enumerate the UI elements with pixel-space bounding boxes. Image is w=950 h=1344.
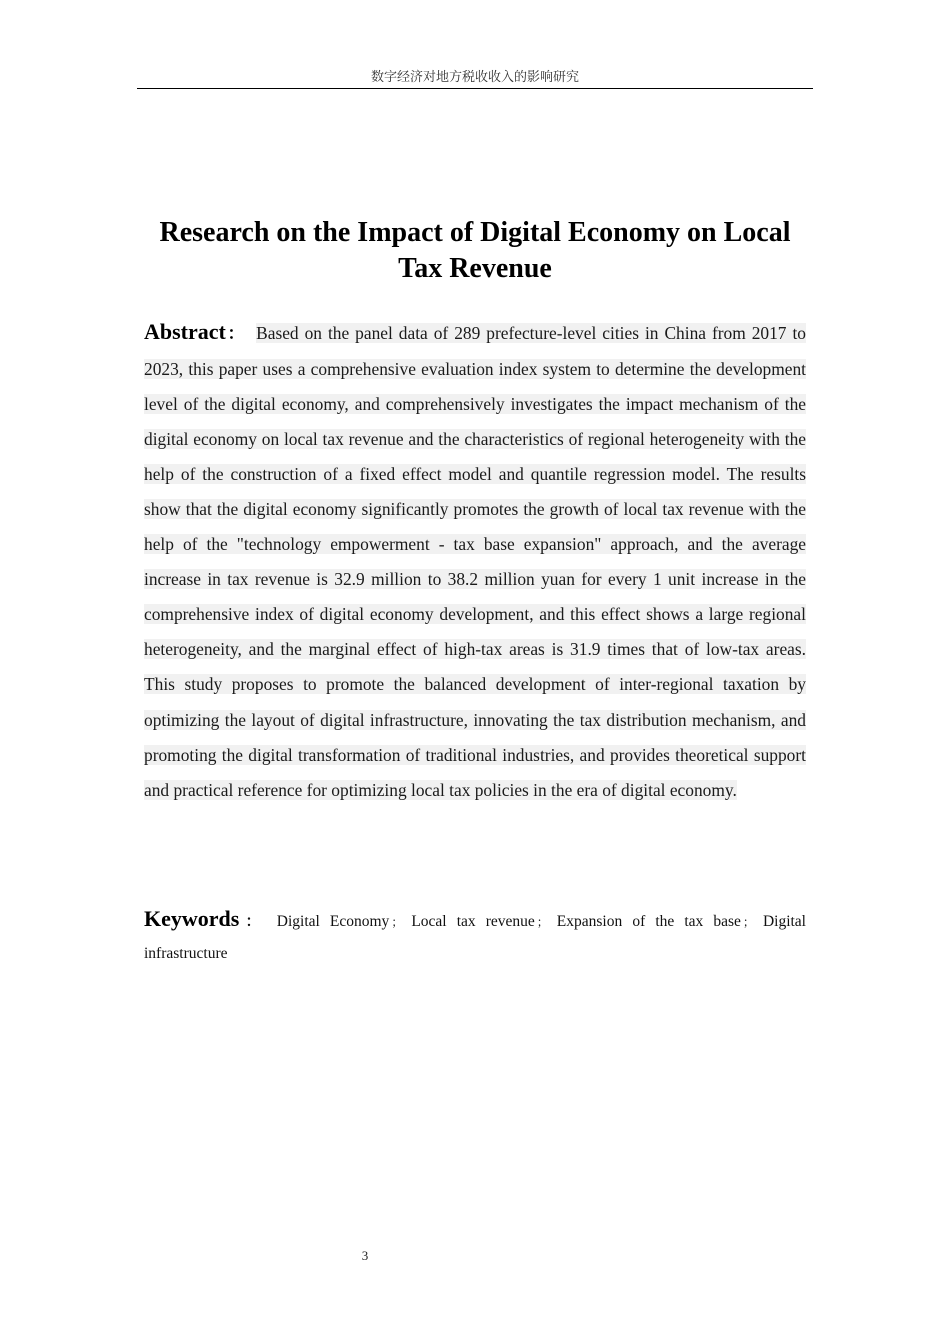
keywords-label: Keywords [144, 906, 240, 931]
running-header [137, 70, 813, 89]
keywords-section [144, 903, 806, 970]
keyword-separator: ； [536, 915, 549, 929]
paper-title: Research on the Impact of Digital Economy on Local Tax Revenue [159, 217, 791, 284]
running-header-title: 数字经济对地方税收收入的影响研究 [370, 70, 579, 85]
abstract-colon: ： [225, 324, 247, 344]
abstract-label: Abstract [144, 319, 226, 344]
page-number: 3 [361, 1248, 369, 1263]
keyword-separator: ； [742, 915, 755, 929]
keyword-item: Digital Economy [276, 913, 390, 930]
abstract-body: Based on the panel data of 289 prefecture-level cities in China from 2017 to 2023, this paper uses a comprehensive evaluation index system to determine the development level of the digital economy, and comprehensively investigates the impact mechanism of the digital economy on local tax revenue and the characteristics of regional heterogeneity with the help of the construction of a fixed effect model and quantile regression model. The results show that the digital economy significantly promotes the growth of local tax revenue with the help of the "technology empowerment - tax base expansion" approach, and the average increase in tax revenue is 32.9 million to 38.2 million yuan for every 1 unit increase in the comprehensive index of digital economy development, and this effect shows a large regional heterogeneity, and the marginal effect of high-tax areas is 31.9 times that of low-tax areas. This study proposes to promote the balanced development of inter-regional taxation by optimizing the layout of digital infrastructure, innovating the tax distribution mechanism, and promoting the digital transformation of traditional industries, and provides theoretical support and practical reference for optimizing local tax policies in the era of digital economy. [144, 323, 807, 800]
keyword-item: Expansion of the tax base [556, 913, 741, 930]
abstract-section [144, 314, 806, 808]
keyword-separator: ； [391, 915, 404, 929]
keyword-item: Local tax revenue [411, 913, 535, 930]
keywords-colon: ： [239, 912, 267, 930]
keyword-item: Digital infrastructure [144, 913, 806, 962]
